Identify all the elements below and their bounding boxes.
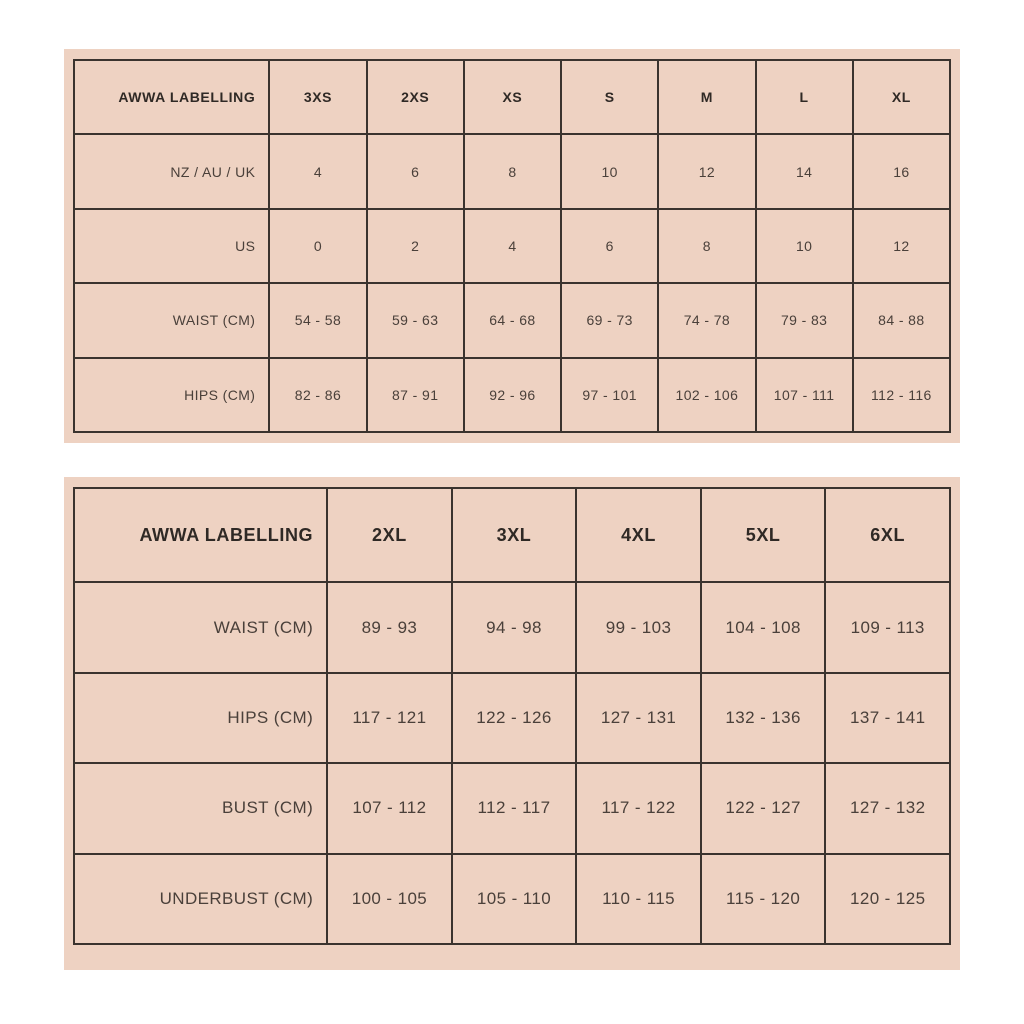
header-cell: M: [658, 60, 755, 134]
data-cell: 8: [464, 134, 561, 208]
data-cell: 87 - 91: [367, 358, 464, 432]
data-cell: 127 - 131: [576, 673, 701, 763]
data-cell: 12: [658, 134, 755, 208]
data-cell: 64 - 68: [464, 283, 561, 357]
header-cell: 3XS: [269, 60, 366, 134]
data-cell: 69 - 73: [561, 283, 658, 357]
data-cell: 59 - 63: [367, 283, 464, 357]
data-cell: 79 - 83: [756, 283, 853, 357]
data-cell: 74 - 78: [658, 283, 755, 357]
header-cell: S: [561, 60, 658, 134]
data-cell: 99 - 103: [576, 582, 701, 672]
data-cell: 84 - 88: [853, 283, 950, 357]
header-cell: 2XL: [327, 488, 452, 582]
data-cell: 94 - 98: [452, 582, 577, 672]
data-cell: 120 - 125: [825, 854, 950, 944]
data-cell: 100 - 105: [327, 854, 452, 944]
row-label: US: [74, 209, 269, 283]
data-cell: 6: [561, 209, 658, 283]
standard-size-table: [73, 59, 951, 433]
data-cell: 132 - 136: [701, 673, 826, 763]
table-row: [74, 209, 950, 283]
table-row: [74, 358, 950, 432]
data-cell: 12: [853, 209, 950, 283]
data-cell: 2: [367, 209, 464, 283]
data-cell: 10: [756, 209, 853, 283]
data-cell: 54 - 58: [269, 283, 366, 357]
data-cell: 122 - 126: [452, 673, 577, 763]
data-cell: 109 - 113: [825, 582, 950, 672]
data-cell: 10: [561, 134, 658, 208]
row-label: WAIST (CM): [74, 582, 327, 672]
header-cell: 4XL: [576, 488, 701, 582]
table-row: [74, 582, 950, 672]
header-cell: 5XL: [701, 488, 826, 582]
table-row: [74, 763, 950, 853]
data-cell: 92 - 96: [464, 358, 561, 432]
standard-size-chart-panel: [64, 49, 960, 443]
header-cell: 3XL: [452, 488, 577, 582]
data-cell: 115 - 120: [701, 854, 826, 944]
plus-size-chart-panel: [64, 477, 960, 970]
data-cell: 82 - 86: [269, 358, 366, 432]
plus-size-table: [73, 487, 951, 945]
data-cell: 127 - 132: [825, 763, 950, 853]
data-cell: 110 - 115: [576, 854, 701, 944]
row-label: HIPS (CM): [74, 673, 327, 763]
table-row: [74, 854, 950, 944]
data-cell: 4: [464, 209, 561, 283]
table-row: [74, 60, 950, 134]
row-label: UNDERBUST (CM): [74, 854, 327, 944]
table-row: [74, 134, 950, 208]
data-cell: 89 - 93: [327, 582, 452, 672]
data-cell: 117 - 121: [327, 673, 452, 763]
header-cell: AWWA LABELLING: [74, 60, 269, 134]
table-row: [74, 673, 950, 763]
data-cell: 105 - 110: [452, 854, 577, 944]
header-cell: 6XL: [825, 488, 950, 582]
data-cell: 117 - 122: [576, 763, 701, 853]
row-label: WAIST (CM): [74, 283, 269, 357]
data-cell: 8: [658, 209, 755, 283]
table-row: [74, 488, 950, 582]
data-cell: 137 - 141: [825, 673, 950, 763]
data-cell: 4: [269, 134, 366, 208]
data-cell: 122 - 127: [701, 763, 826, 853]
data-cell: 104 - 108: [701, 582, 826, 672]
row-label: NZ / AU / UK: [74, 134, 269, 208]
data-cell: 107 - 112: [327, 763, 452, 853]
row-label: HIPS (CM): [74, 358, 269, 432]
header-cell: XL: [853, 60, 950, 134]
table-row: [74, 283, 950, 357]
header-cell: AWWA LABELLING: [74, 488, 327, 582]
header-cell: 2XS: [367, 60, 464, 134]
header-cell: XS: [464, 60, 561, 134]
data-cell: 14: [756, 134, 853, 208]
data-cell: 107 - 111: [756, 358, 853, 432]
data-cell: 16: [853, 134, 950, 208]
data-cell: 0: [269, 209, 366, 283]
data-cell: 112 - 117: [452, 763, 577, 853]
data-cell: 102 - 106: [658, 358, 755, 432]
header-cell: L: [756, 60, 853, 134]
data-cell: 97 - 101: [561, 358, 658, 432]
data-cell: 6: [367, 134, 464, 208]
row-label: BUST (CM): [74, 763, 327, 853]
data-cell: 112 - 116: [853, 358, 950, 432]
